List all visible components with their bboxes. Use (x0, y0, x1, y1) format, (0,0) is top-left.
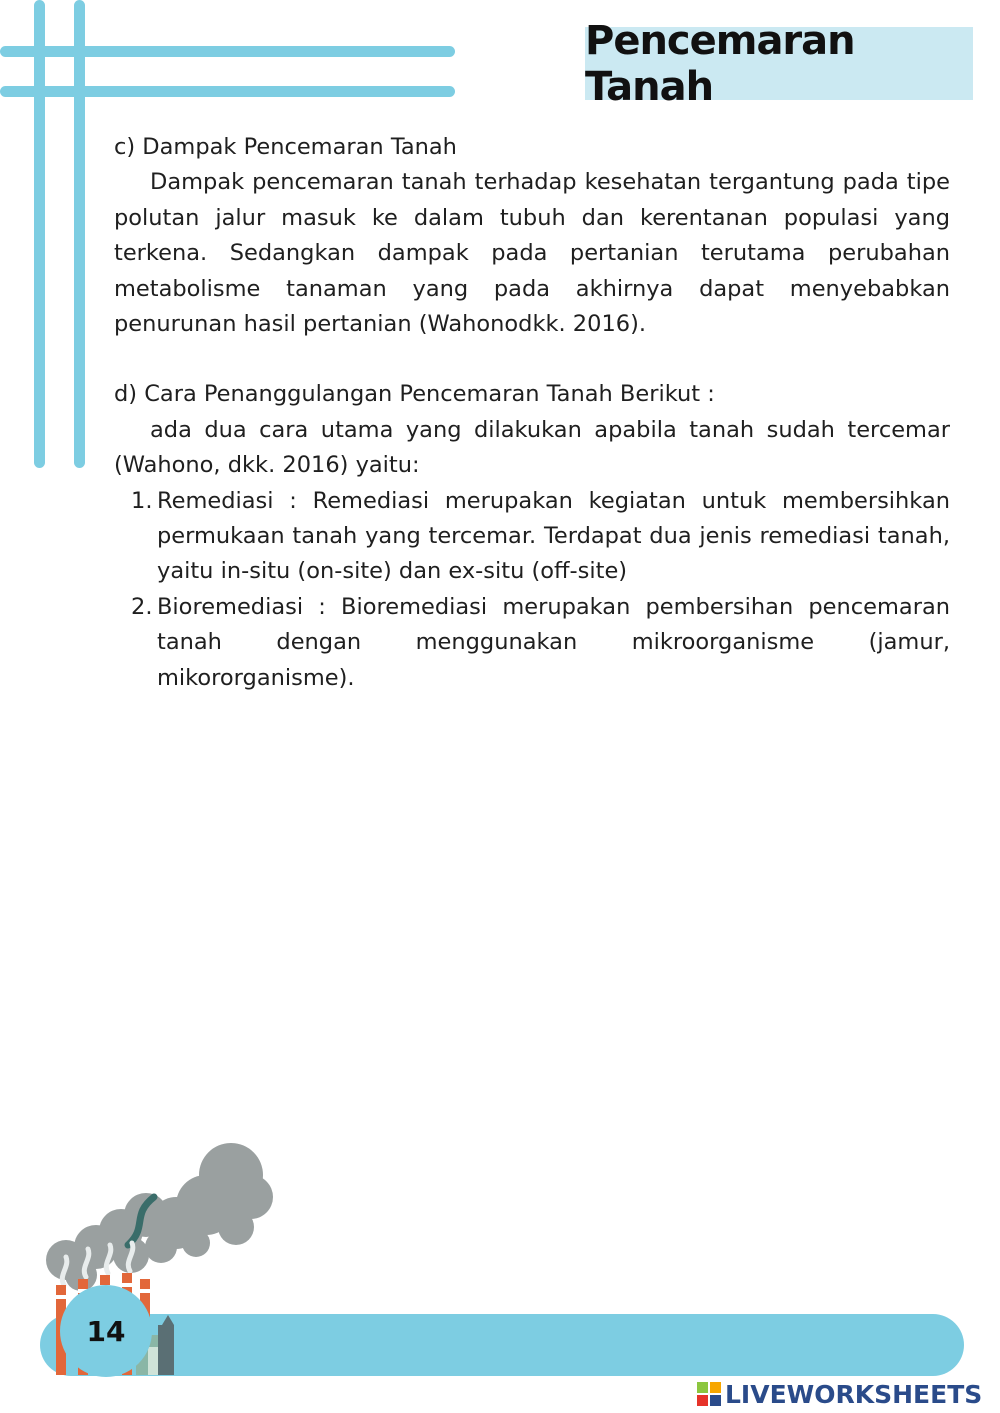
list-item (114, 590, 950, 696)
liveworksheets-logo-icon (697, 1382, 721, 1406)
section-d-intro: ada dua cara utama yang dilakukan apabila tanah sudah tercemar (Wahono, dkk. 2016) yaitu: (114, 416, 950, 479)
page-number-circle (60, 1285, 152, 1377)
section-d-heading: d) Cara Penanggulangan Pencemaran Tanah Berikut : (114, 381, 715, 408)
content-body (114, 130, 950, 696)
watermark (697, 1377, 982, 1411)
list-item-number: 2. (131, 593, 153, 620)
spacer (114, 342, 950, 377)
watermark-text: LIVEWORKSHEETS (725, 1379, 983, 1409)
page-title: Pencemaran Tanah (585, 17, 855, 110)
list-item-text: Bioremediasi : Bioremediasi merupakan pembersihan pencemaran tanah dengan menggunakan mikroorganisme (jamur, mikororganisme). (157, 593, 950, 691)
title-box (585, 17, 973, 110)
frame-line-vertical-left (34, 0, 45, 468)
smoke-cloud (46, 1143, 273, 1291)
section-c-paragraph: Dampak pencemaran tanah terhadap kesehatan tergantung pada tipe polutan jalur masuk ke dalam tubuh dan kerentanan populasi yang terkena. Sedangkan dampak pada pertanian terutama perubahan metabolisme tanaman yang pada akhirnya dapat menyebabkan penurunan hasil pertanian (Wahonodkk. 2016). (114, 169, 950, 338)
list-item-text: Remediasi : Remediasi merupakan kegiatan untuk membersihkan permukaan tanah yang tercemar. Terdapat dua jenis remediasi tanah, yaitu in-situ (on-site) dan ex-situ (off-site) (157, 487, 950, 585)
page-number: 14 (86, 1314, 126, 1348)
frame-line-vertical-right (74, 0, 85, 468)
frame-line-horizontal-bottom (0, 86, 455, 97)
frame-line-horizontal-top (0, 46, 455, 57)
section-c-heading: c) Dampak Pencemaran Tanah (114, 134, 457, 160)
list-item-number: 1. (131, 487, 153, 514)
list-item (114, 484, 950, 590)
